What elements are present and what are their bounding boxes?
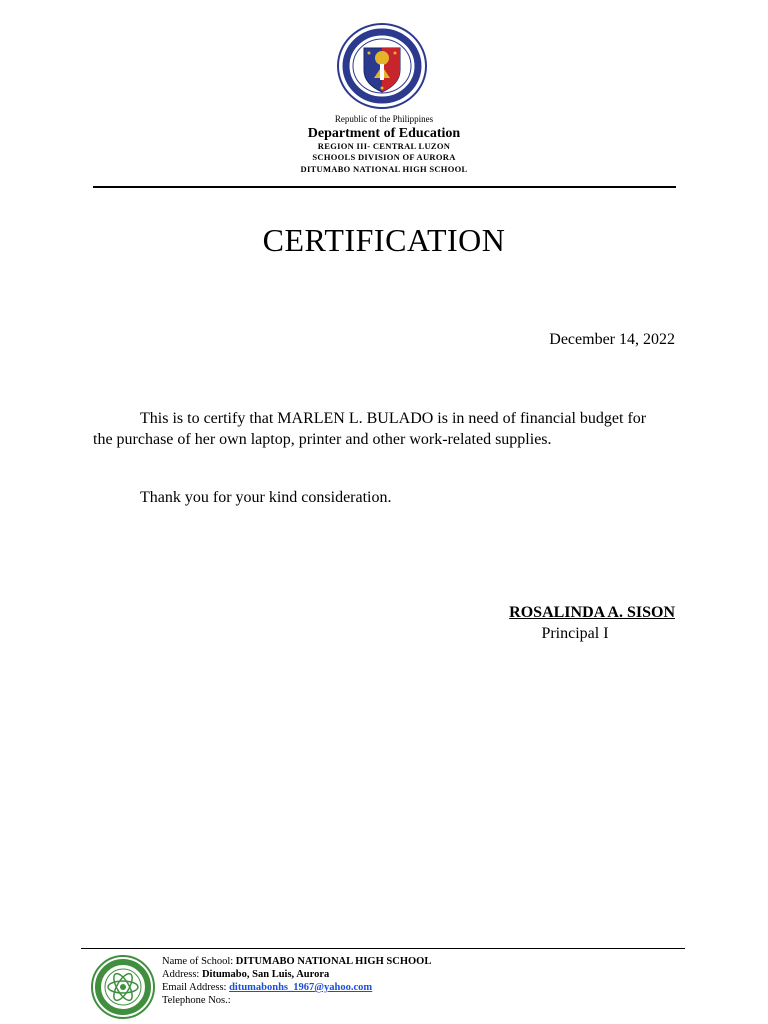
header-region: REGION III- CENTRAL LUZON bbox=[317, 141, 451, 151]
footer-address-line bbox=[162, 968, 431, 981]
footer-email-label: Email Address: bbox=[162, 982, 230, 993]
footer-email-link[interactable]: ditumabonhs_1967@yahoo.com bbox=[229, 982, 373, 993]
footer-address-label: Address: bbox=[162, 969, 202, 980]
header-republic: Republic of the Philippines bbox=[334, 114, 434, 124]
header-department: Department of Education bbox=[307, 126, 461, 141]
footer-phone-label: Telephone Nos.: bbox=[162, 995, 231, 1006]
footer-email-line bbox=[162, 981, 431, 994]
footer-contact-block bbox=[162, 955, 431, 1007]
body-paragraph-2: Thank you for your kind consideration. bbox=[140, 489, 392, 506]
header-divider bbox=[93, 186, 676, 188]
document-title: CERTIFICATION bbox=[262, 222, 506, 258]
signatory-position: Principal I bbox=[541, 625, 609, 642]
header-school: DITUMABO NATIONAL HIGH SCHOOL bbox=[300, 164, 468, 174]
school-seal-logo bbox=[89, 954, 157, 1020]
deped-seal-logo bbox=[328, 22, 436, 110]
document-date: December 14, 2022 bbox=[549, 331, 675, 348]
footer-school-label: Name of School: bbox=[162, 956, 236, 967]
signatory-name: ROSALINDA A. SISON bbox=[509, 604, 675, 621]
header-division: SCHOOLS DIVISION OF AURORA bbox=[312, 152, 456, 162]
body-paragraph-1: This is to certify that MARLEN L. BULADO is in need of financial budget for the purchase of her own laptop, printer and other work-related supplies. bbox=[93, 410, 647, 448]
footer-divider bbox=[81, 948, 685, 949]
footer-school-line bbox=[162, 955, 431, 968]
footer-address-value: Ditumabo, San Luis, Aurora bbox=[201, 969, 330, 980]
footer-phone-line bbox=[162, 994, 431, 1007]
footer-school-value: DITUMABO NATIONAL HIGH SCHOOL bbox=[235, 956, 432, 967]
